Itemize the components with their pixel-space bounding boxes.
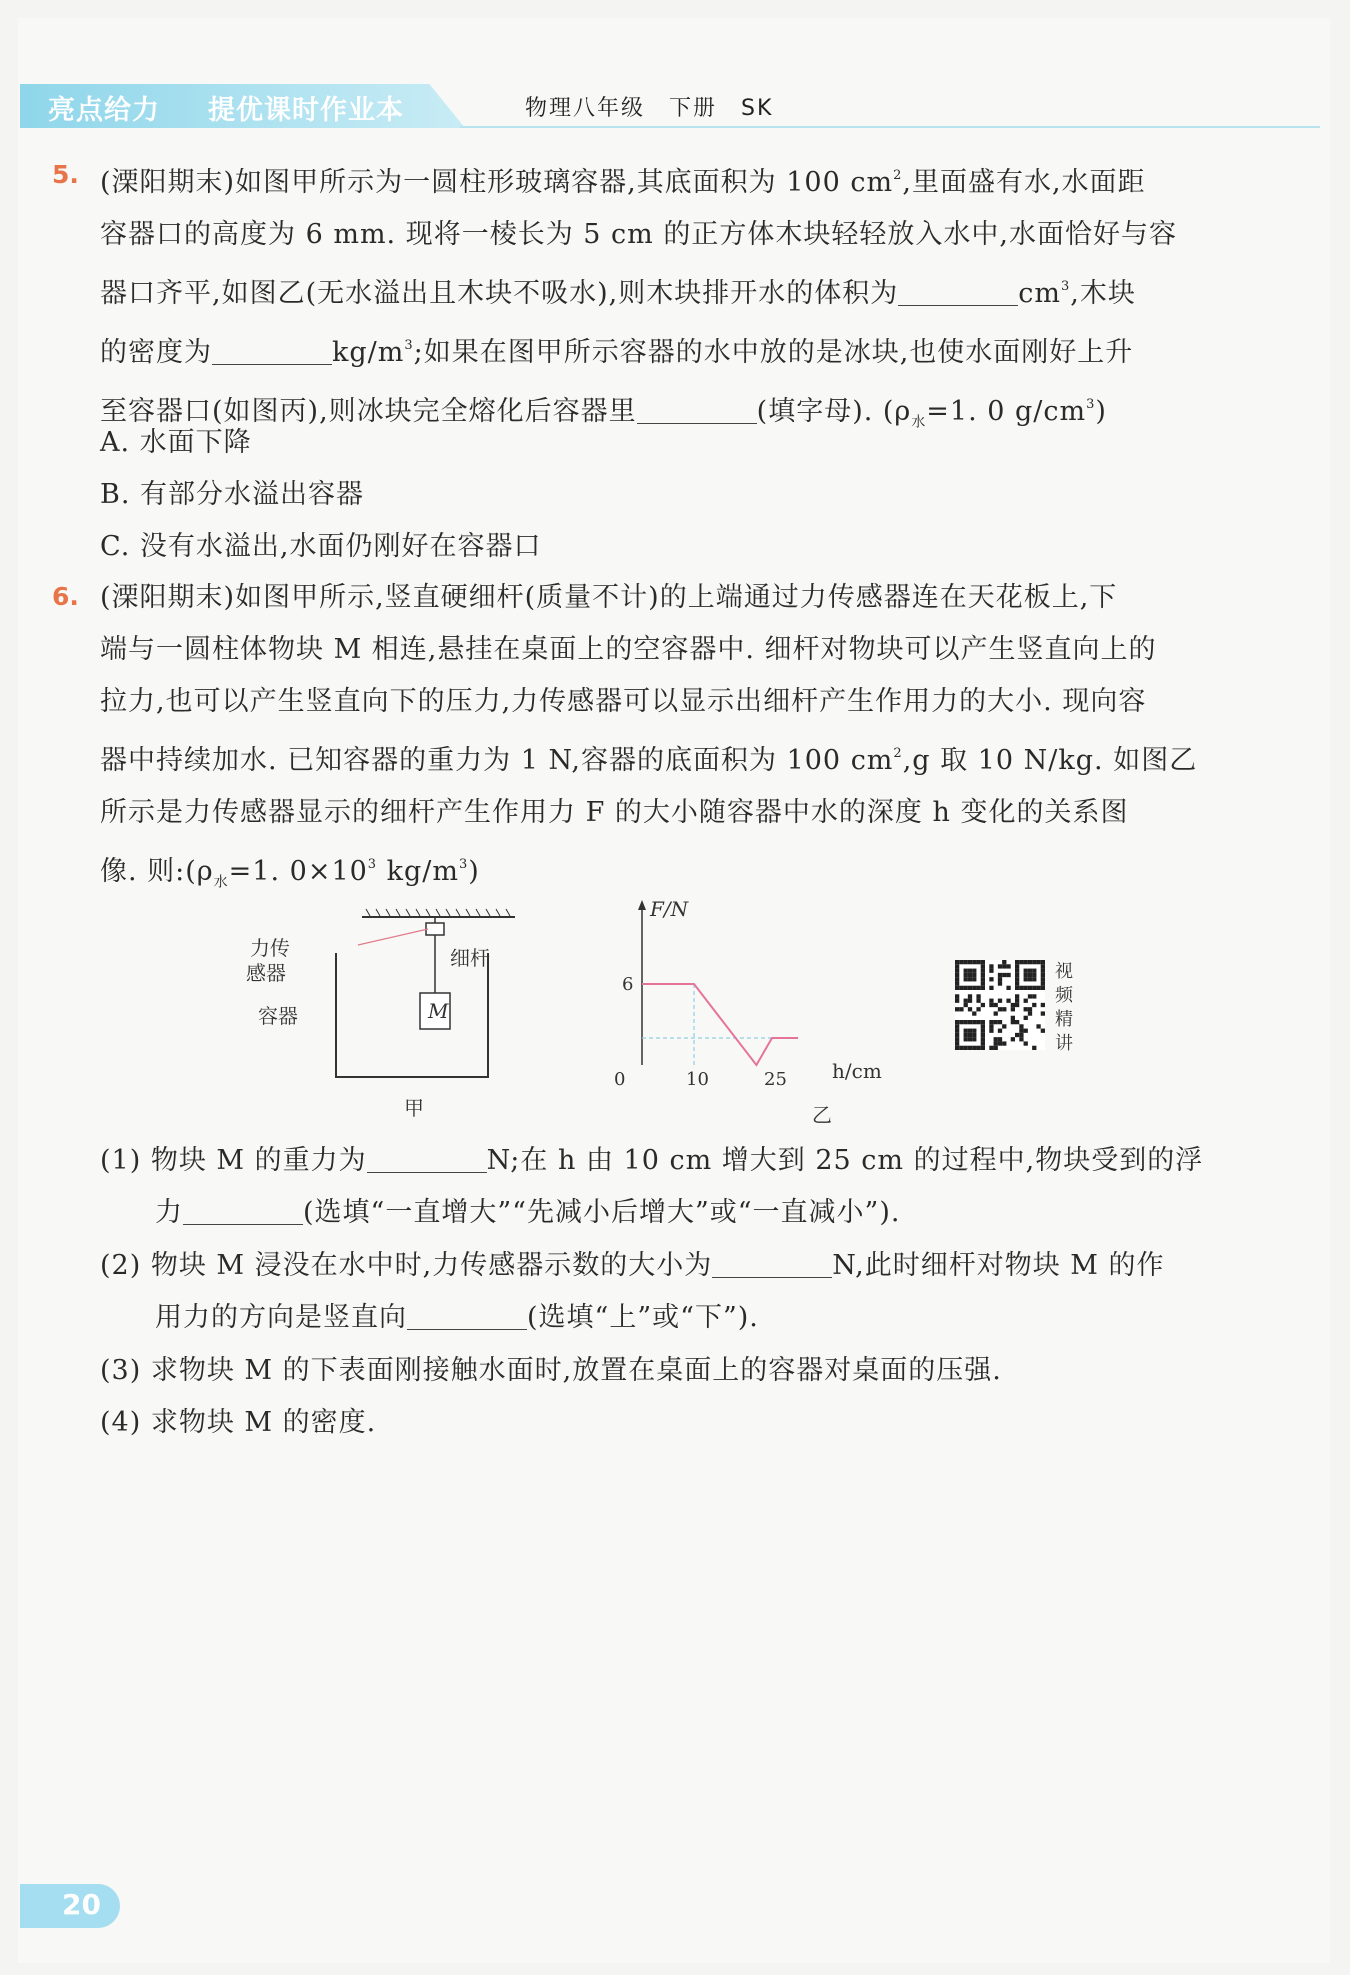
force-sensor — [426, 923, 444, 935]
sub-question-2: (2) 物块 M 浸没在水中时,力传感器示数的大小为 N,此时细杆对物块 M 的作 用力的方向是竖直向 (选填“上”或“下”). — [100, 1240, 1295, 1344]
option-b: B. 有部分水溢出容器 — [100, 479, 365, 510]
caption-yi: 乙 — [812, 1103, 832, 1127]
label-sensor-1: 力传 — [250, 936, 290, 960]
answer-blank[interactable] — [407, 1299, 527, 1330]
x-axis-label: h/cm — [832, 1059, 882, 1083]
qr-code[interactable] — [955, 960, 1045, 1050]
figure-jia — [246, 905, 530, 1125]
book-title: 物理八年级 下册 SK — [525, 96, 774, 121]
series-line — [642, 984, 798, 1065]
label-sensor-2: 感器 — [246, 961, 286, 985]
question-5-text: (溧阳期末)如图甲所示为一圆柱形玻璃容器,其底面积为 100 $cm^2$,里面盛有水,水面距 容器口的高度为 6 mm. 现将一棱长为 5 cm 的正方体木块轻轻放入水中,水面恰好与容 器口齐平,如图乙(无水溢出且木块不吸水),则木块排开水的体积为 $cm^3$,木块 的密度为 $kg/m^3$;如果在图甲所示容器的水中放的是冰块,也使水面刚好上升 至容器口(如图丙),则冰块完全熔化后容器里 (填字母). ($\rho_水=1$. 0 $g/cm^3$) — [100, 167, 1177, 431]
page-number-tab — [20, 1884, 120, 1928]
y-tick-label: 6 — [622, 974, 634, 995]
question-number: 6. — [52, 582, 79, 611]
y-axis-label: F/N — [650, 897, 689, 921]
series-name: 提优课时作业本 — [208, 95, 404, 126]
chart-axes — [638, 900, 646, 1065]
option-a: A. 水面下降 — [100, 427, 252, 458]
page-number: 20 — [62, 1888, 101, 1921]
answer-blank[interactable] — [183, 1194, 303, 1225]
label-container: 容器 — [258, 1004, 298, 1028]
option-c: C. 没有水溢出,水面仍刚好在容器口 — [100, 531, 542, 562]
sub-question-1: (1) 物块 M 的重力为 N;在 h 由 10 cm 增大到 25 cm 的过程中,物块受到的浮 力 (选填“一直增大”“先减小后增大”或“一直减小”). — [100, 1135, 1295, 1239]
ceiling — [362, 909, 515, 917]
pointer-line — [358, 929, 428, 945]
answer-blank[interactable] — [712, 1247, 832, 1278]
figure-yi-chart — [610, 890, 882, 1130]
brand-name: 亮点给力 — [48, 95, 160, 126]
sub-question-3: (3) 求物块 M 的下表面刚接触水面时,放置在桌面上的容器对桌面的压强. — [100, 1355, 1002, 1386]
qr-label: 视 频 精 讲 — [1055, 961, 1073, 1054]
header-rule — [460, 126, 1320, 128]
answer-blank[interactable] — [212, 334, 332, 365]
label-rod: 细杆 — [450, 946, 490, 970]
question-6-text: (溧阳期末)如图甲所示,竖直硬细杆(质量不计)的上端通过力传感器连在天花板上,下 端与一圆柱体物块 M 相连,悬挂在桌面上的空容器中. 细杆对物块可以产生竖直向上的 拉力,也可以产生竖直向下的压力,力传感器可以显示出细杆产生作用力的大小. 现向容 器中持续加水. 已知容器的重力为 1 N,容器的底面积为 100 $cm^2,g$ 取 10 N/kg. 如图乙 所示是力传感器显示的细杆产生作用力 F 的大小随容器中水的深度 h 变化的关系图 像. 则$:(\rho_水=1$. $0\times 10^3$ $kg/m^3$) — [100, 582, 1198, 891]
label-block: M — [428, 999, 449, 1023]
answer-blank[interactable] — [637, 393, 757, 424]
x-tick-label: 25 — [764, 1069, 787, 1090]
answer-blank[interactable] — [367, 1142, 487, 1173]
x-tick-label: 0 — [614, 1069, 626, 1090]
container — [336, 953, 488, 1077]
page-header — [20, 84, 1320, 128]
caption-jia: 甲 — [404, 1096, 424, 1120]
question-number: 5. — [52, 160, 79, 189]
answer-blank[interactable] — [898, 275, 1018, 306]
x-tick-label: 10 — [686, 1069, 709, 1090]
sub-question-4: (4) 求物块 M 的密度. — [100, 1407, 377, 1438]
